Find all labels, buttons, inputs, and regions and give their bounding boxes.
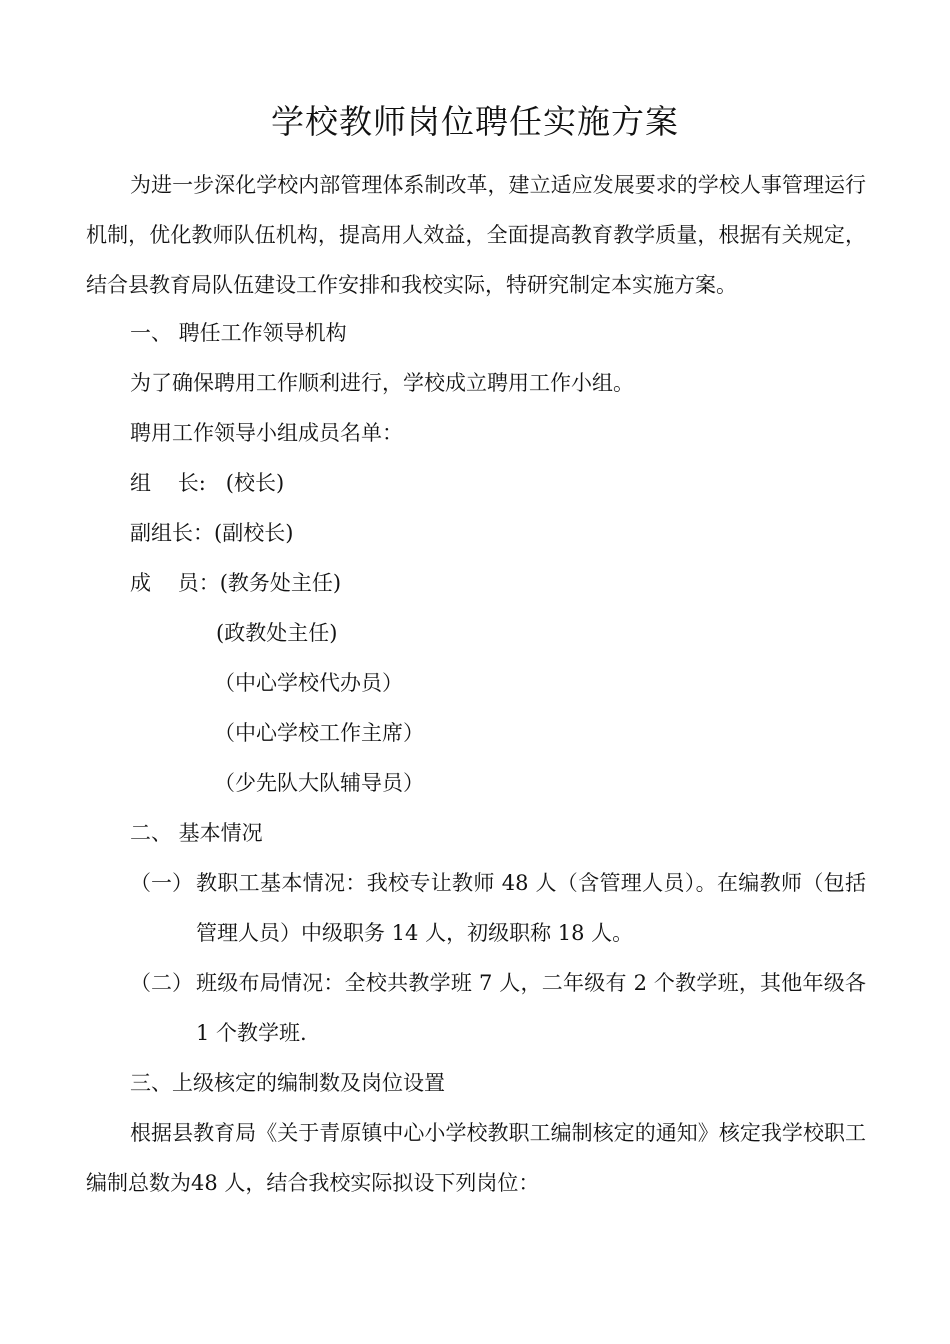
item2-label: （二） xyxy=(130,971,193,995)
item2-text: 班级布局情况：全校共教学班 7 人，二年级有 2 个教学班，其他年级各 1 个教学班. xyxy=(196,971,866,1045)
section1-line2: 聘用工作领导小组成员名单： xyxy=(130,421,403,445)
deputy-line: 副组长：(副校长) xyxy=(130,521,294,545)
item1-text: 教职工基本情况：我校专让教师 48 人（含管理人员）。在编教师（包括管理人员）中级职务 14 人，初级职称 18 人。 xyxy=(196,871,866,945)
section3-heading: 三、上级核定的编制数及岗位设置 xyxy=(130,1071,445,1095)
member-3: （中心学校工作主席） xyxy=(214,721,424,745)
intro-paragraph xyxy=(86,160,866,310)
section2-heading: 二、 基本情况 xyxy=(130,821,263,845)
member-2: （中心学校代办员） xyxy=(214,671,403,695)
section2-item2 xyxy=(130,958,866,1058)
intro-text: 为进一步深化学校内部管理体系制改革，建立适应发展要求的学校人事管理运行机制，优化教师队伍机构，提高用人效益，全面提高教育教学质量，根据有关规定，结合县教育局队伍建设工作安排和我校实际，特研究制定本实施方案。 xyxy=(86,173,866,297)
item1-label: （一） xyxy=(130,871,193,895)
section1-heading: 一、 聘任工作领导机构 xyxy=(130,321,347,345)
section3-text: 根据县教育局《关于青原镇中心小学校教职工编制核定的通知》核定我学校职工编制总数为48 人，结合我校实际拟设下列岗位： xyxy=(86,1121,866,1195)
document-title: 学校教师岗位聘任实施方案 xyxy=(271,102,679,141)
leader-line: 组 长: (校长) xyxy=(130,471,285,495)
section3-paragraph xyxy=(86,1108,866,1208)
section2-item1 xyxy=(130,858,866,958)
member-1: (政教处主任) xyxy=(216,621,338,645)
member-4: （少先队大队辅导员） xyxy=(214,771,424,795)
members-line: 成 员：(教务处主任) xyxy=(130,571,342,595)
section1-line1: 为了确保聘用工作顺利进行，学校成立聘用工作小组。 xyxy=(130,371,634,395)
